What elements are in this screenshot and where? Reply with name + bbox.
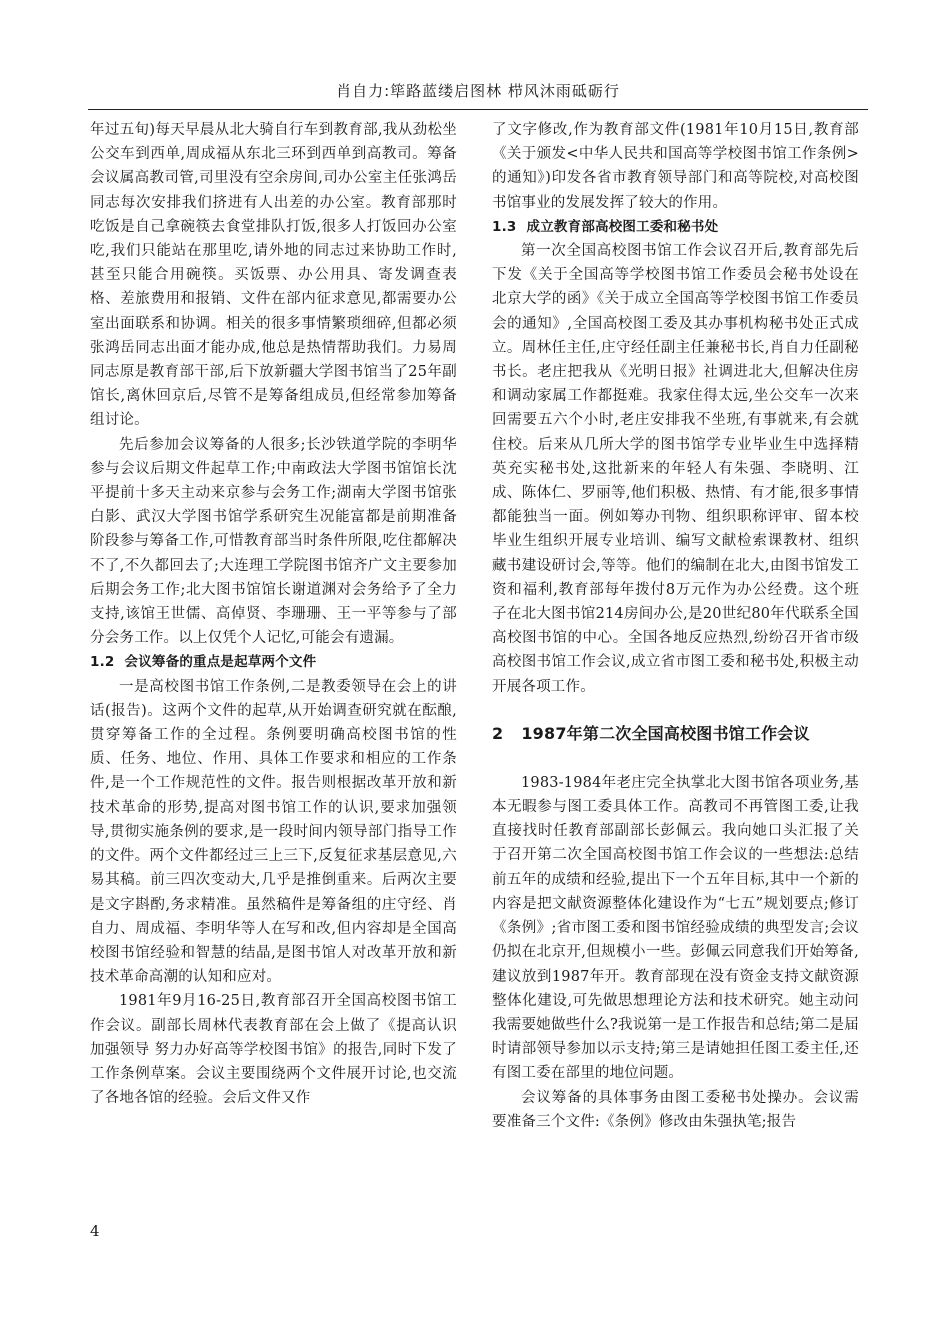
- section-heading-1-2: [90, 650, 457, 674]
- paragraph: 1981年9月16-25日,教育部召开全国高校图书馆工作会议。副部长周林代表教育部在会上做了《提高认识 加强领导 努力办好高等学校图书馆》的报告,同时下发了工作条例草案。会议主要围绕两个文件展开讨论,也交流了各地各馆的经验。会后文件又作: [90, 993, 457, 1107]
- section-title: 成立教育部高校图工委和秘书处: [526, 218, 719, 235]
- paragraph: 会议筹备的具体事务由图工委秘书处操办。会议需要准备三个文件:《条例》修改由朱强执笔;报告: [492, 1089, 859, 1130]
- paragraph: 1983-1984年老庄完全执掌北大图书馆各项业务,基本无暇参与图工委具体工作。高教司不再管图工委,让我直接找时任教育部副部长彭佩云。我向她口头汇报了关于召开第二次全国高校图书馆工作会议的一些想法:总结前五年的成绩和经验,提出下一个五年目标,其中一个新的内容是把文献资源整体化建设作为“七五”规划要点;修订《条例》;省市图工委和图书馆经验成绩的典型发言;会议仍拟在北京开,但规模小一些。彭佩云同意我们开始筹备,建议放到1987年开。教育部现在没有资金支持文献资源整体化建设,可先做思想理论方法和技术研究。她主动问我需要她做些什么?我说第一是工作报告和总结;第二是届时请部领导参加以示支持;第三是请她担任图工委主任,还有图工委在部里的地位问题。: [492, 774, 859, 1082]
- paragraph: 了文字修改,作为教育部文件(1981年10月15日,教育部《关于颁发<中华人民共和国高等学校图书馆工作条例>的通知》)印发各省市教育领导部门和高等院校,对高校图书馆事业的发展发挥了较大的作用。: [492, 122, 859, 211]
- paragraph: 年过五旬)每天早晨从北大骑自行车到教育部,我从劲松坐公交车到西单,周成福从东北三环到西单到高教司。筹备会议属高教司管,司里没有空余房间,司办公室主任张鸿岳同志每次安排我们挤进有人出差的办公室。教育部那时吃饭是自己拿碗筷去食堂排队打饭,很多人打饭回办公室吃,我们只能站在那里吃,请外地的同志过来协助工作时,甚至只能合用碗筷。买饭票、办公用具、寄发调查表格、差旅费用和报销、文件在部内征求意见,都需要办公室出面联系和协调。相关的很多事情繁琐细碎,但都必须张鸿岳同志出面才能办成,他总是热情帮助我们。力易周同志原是教育部干部,后下放新疆大学图书馆当了25年副馆长,离休回京后,尽管不是筹备组成员,但经常参加筹备组讨论。: [90, 122, 457, 429]
- section-number: 1.2: [90, 654, 115, 671]
- paragraph: 一是高校图书馆工作条例,二是教委领导在会上的讲话(报告)。这两个文件的起草,从开始调查研究就在酝酿,贯穿筹备工作的全过程。条例要明确高校图书馆的性质、任务、地位、作用、具体工作要求和相应的工作条件,是一个工作规范性的文件。报告则根据改革开放和新技术革命的形势,提高对图书馆工作的认识,要求加强领导,贯彻实施条例的要求,是一段时间内领导部门指导工作的文件。两个文件都经过三上三下,反复征求基层意见,六易其稿。前三四次变动大,几乎是推倒重来。后两次主要是文字斟酌,务求精准。虽然稿件是筹备组的庄守经、肖自力、周成福、李明华等人在写和改,但内容却是全国高校图书馆经验和智慧的结晶,是图书馆人对改革开放和新技术革命高潮的认知和应对。: [90, 678, 457, 986]
- section-number: 2: [492, 723, 504, 743]
- section-title: 会议筹备的重点是起草两个文件: [124, 654, 317, 671]
- running-head: 肖自力:筚路蓝缕启图林 栉风沐雨砥砺行: [336, 82, 620, 100]
- section-heading-2: [492, 721, 859, 747]
- paragraph: 第一次全国高校图书馆工作会议召开后,教育部先后下发《关于全国高等学校图书馆工作委员会秘书处设在北京大学的函》《关于成立全国高等学校图书馆工作委员会的通知》,全国高校图工委及其办事机构秘书处正式成立。周林任主任,庄守经任副主任兼秘书长,肖自力任副秘书长。老庄把我从《光明日报》社调进北大,但解决住房和调动家属工作都挺难。我家住得太远,坐公交车一次来回需要五六个小时,老庄安排我不坐班,有事就来,有会就住校。后来从几所大学的图书馆学专业毕业生中选择精英充实秘书处,这批新来的年轻人有朱强、李晓明、江成、陈体仁、罗丽等,他们积极、热情、有才能,很多事情都能独当一面。例如筹办刊物、组织职称评审、留本校毕业生组织开展专业培训、编写文献检索课教材、组织藏书建设研讨会,等等。他们的编制在北大,由图书馆发工资和福利,教育部每年拨付8万元作为办公经费。这个班子在北大图书馆214房间办公,是20世纪80年代联系全国高校图书馆的中心。全国各地反应热烈,纷纷召开省市级高校图书馆工作会议,成立省市图工委和秘书处,积极主动开展各项工作。: [492, 243, 859, 695]
- paragraph: 先后参加会议筹备的人很多;长沙铁道学院的李明华参与会议后期文件起草工作;中南政法大学图书馆馆长沈平提前十多天主动来京参与会务工作;湖南大学图书馆张白影、武汉大学图书馆学系研究生况能富都是前期准备阶段参与筹备工作,可惜教育部当时条件所限,吃住都解决不了,不久都回去了;大连理工学院图书馆齐广文主要参加后期会务工作;北大图书馆馆长谢道渊对会务给予了全力支持,该馆王世儒、高倬贤、李珊珊、王一平等参与了部分会务工作。以上仅凭个人记忆,可能会有遗漏。: [90, 436, 457, 647]
- section-heading-1-3: [492, 215, 859, 239]
- header-rule: [88, 109, 868, 110]
- left-column: [90, 118, 457, 1110]
- section-title: 1987年第二次全国高校图书馆工作会议: [521, 723, 810, 743]
- page-number: 4: [90, 1222, 100, 1240]
- right-column: [492, 118, 859, 1134]
- section-number: 1.3: [492, 218, 517, 235]
